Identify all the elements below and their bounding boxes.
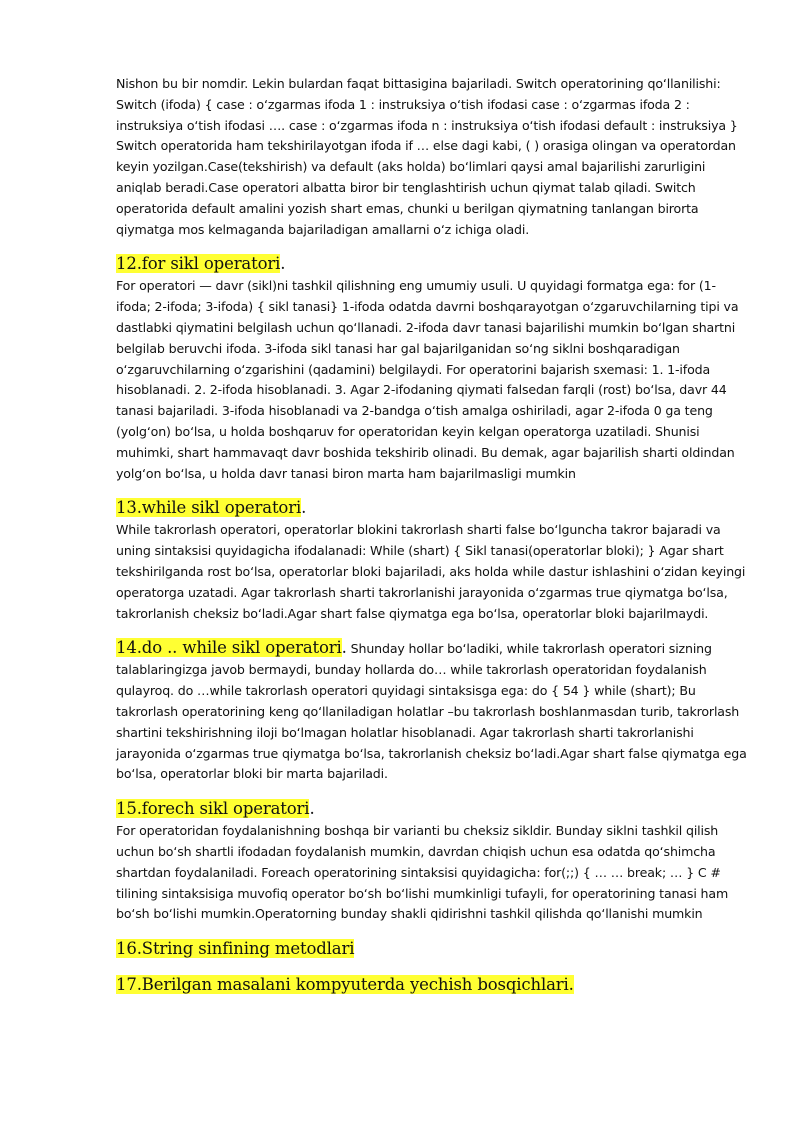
document-page [116, 74, 748, 997]
section-16 [116, 937, 748, 961]
section-body-15: For operatoridan foydalanishning boshqa bir varianti bu cheksiz sikldir. Bunday siklni tashkil qilish uchun boʻsh shartli ifodadan foydalanish mumkin, davrdan chiqish uchun esa odatda qoʻshimcha shartdan foydalaniladi. Foreach operatorining sintaksisi quyidagicha: for(;;) { … … break; … } C # tilining sintaksisiga muvofiq operator boʻsh boʻlishi mumkinligi tufayli, for operatorining tanasi ham boʻsh boʻlishi mumkin.Operatorning bunday shakli qidirishni tashkil qilishda qoʻllanishi mumkin [116, 823, 729, 922]
section-heading-14-suffix: . [341, 638, 347, 658]
section-heading-16: 16.String sinfining metodlari [116, 939, 355, 959]
section-17 [116, 973, 748, 997]
intro-paragraph: Nishon bu bir nomdir. Lekin bulardan faqat bittasigina bajariladi. Switch operatorining qoʻllanilishi: Switch (ifoda) { case : oʻzgarmas ifoda 1 : instruksiya oʻtish ifodasi case : oʻzgarmas ifoda 2 : instruksiya oʻtish ifodasi …. case : oʻzgarmas ifoda n : instruksiya oʻtish ifodasi default : instruksiya } Switch operatorida ham tekshirilayotgan ifoda if … else dagi kabi, ( ) orasiga olingan va operatordan keyin yozilgan.Case(tekshirish) va default (aks holda) boʻlimlari qaysi amal bajarilishi zarurligini aniqlab beradi.Case operatori albatta biror bir tenglashtirish uchun qiymat talab qiladi. Switch operatorida default amalini yozish shart emas, chunki u berilgan qiymatning tanlangan birorta qiymatga mos kelmaganda bajariladigan amallarni oʻz ichiga oladi. [116, 76, 738, 237]
section-heading-15: 15.forech sikl operatori [116, 799, 310, 819]
section-12 [116, 252, 748, 484]
section-body-14: Shunday hollar boʻladiki, while takrorlash operatori sizning talablaringizga javob bermaydi, bunday hollarda do… while takrorlash operatoridan foydalanish qulayroq. do …while takrorlash operatori quyidagi sintaksisga ega: do { 54 } while (shart); Bu takrorlash operatorining keng qoʻllaniladigan holatlar –bu takrorlash boshlanmasdan turib, takrorlash shartini tekshirishning iloji boʻlmagan holatlar hisoblanadi. Agar takrorlash sharti takrorlanishi jarayonida oʻzgarmas true qiymatga boʻlsa, takrorlanish cheksiz boʻladi.Agar shart false qiymatga ega boʻlsa, operatorlar bloki bir marta bajariladi. [116, 641, 747, 782]
section-14 [116, 636, 748, 785]
section-heading-17: 17.Berilgan masalani kompyuterda yechish bosqichlari. [116, 975, 574, 995]
section-15 [116, 797, 748, 925]
section-13 [116, 496, 748, 624]
section-heading-12-suffix: . [280, 254, 286, 274]
section-heading-13-suffix: . [301, 498, 307, 518]
section-heading-13: 13.while sikl operatori [116, 498, 302, 518]
section-heading-15-suffix: . [309, 799, 315, 819]
section-heading-14: 14.do .. while sikl operatori [116, 638, 342, 658]
section-body-12: For operatori — davr (sikl)ni tashkil qilishning eng umumiy usuli. U quyidagi formatga ega: for (1-ifoda; 2-ifoda; 3-ifoda) { sikl tanasi} 1-ifoda odatda davrni boshqarayotgan oʻzgaruvchilarning tipi va dastlabki qiymatini belgilash uchun qoʻllanadi. 2-ifoda davr tanasi bajarilishi mumkin boʻlgan shartni belgilab beruvchi ifoda. 3-ifoda sikl tanasi har gal bajarilganidan soʻng siklni boshqaradigan oʻzgaruvchilarning oʻzgarishini (qadamini) belgilaydi. For operatorini bajarish sxemasi: 1. 1-ifoda hisoblanadi. 2. 2-ifoda hisoblanadi. 3. Agar 2-ifodaning qiymati falsedan farqli (rost) boʻlsa, davr 44 tanasi bajariladi. 3-ifoda hisoblanadi va 2-bandga oʻtish amalga oshiriladi, agar 2-ifoda 0 ga teng (yolgʻon) boʻlsa, u holda boshqaruv for operatoridan keyin kelgan operatorga uzatiladi. Shunisi muhimki, shart hammavaqt davr boshida tekshirib olinadi. Bu demak, agar bajarilish sharti oldindan yolgʻon boʻlsa, u holda davr tanasi biron marta ham bajarilmasligi mumkin [116, 278, 739, 481]
section-heading-12: 12.for sikl operatori [116, 254, 281, 274]
section-body-13: While takrorlash operatori, operatorlar blokini takrorlash sharti false boʻlguncha takror bajaradi va uning sintaksisi quyidagicha ifodalanadi: While (shart) { Sikl tanasi(operatorlar bloki); } Agar shart tekshirilganda rost boʻlsa, operatorlar bloki bajariladi, aks holda while dastur ishlashini oʻzidan keyingi operatorga uzatadi. Agar takrorlash sharti takrorlanishi jarayonida oʻzgarmas true qiymatga boʻlsa, takrorlanish cheksiz boʻladi.Agar shart false qiymatga ega boʻlsa, operatorlar bloki bajarilmaydi. [116, 522, 746, 621]
